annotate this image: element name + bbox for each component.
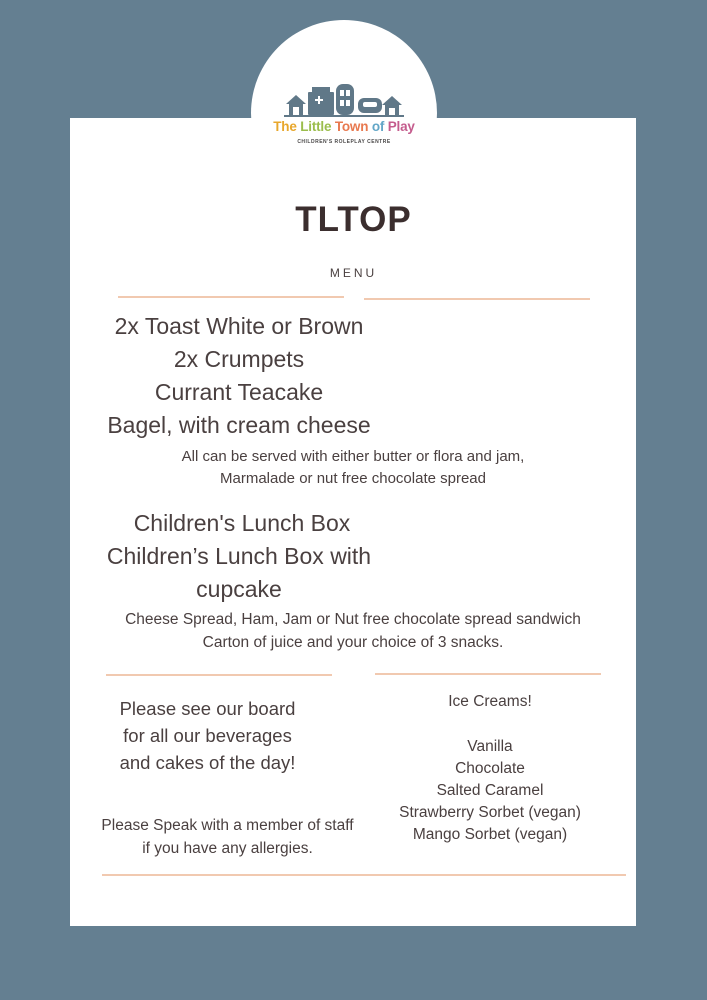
menu-item-toast: 2x Toast White or Brown	[114, 313, 364, 339]
town-buildings-icon	[284, 76, 404, 118]
ice-cream-heading: Ice Creams!	[448, 693, 532, 710]
divider	[118, 296, 344, 298]
divider	[106, 674, 332, 676]
ice-cream-flavour: Mango Sorbet (vegan)	[412, 826, 568, 843]
lunch-note: Carton of juice and your choice of 3 snacks.	[202, 634, 504, 651]
board-note: and cakes of the day!	[119, 752, 296, 773]
divider	[102, 874, 626, 876]
divider	[364, 298, 590, 300]
brand-word: The	[273, 119, 301, 134]
menu-item-lunch-box-cupcake: cupcake	[196, 576, 282, 602]
brand-name	[268, 119, 420, 134]
brand-word: Little	[300, 119, 335, 134]
ice-cream-flavour: Strawberry Sorbet (vegan)	[399, 804, 581, 821]
toast-note: All can be served with either butter or flora and jam,	[181, 448, 525, 465]
board-note: for all our beverages	[123, 725, 292, 746]
menu-item-lunch-box-cupcake: Children’s Lunch Box with	[106, 543, 372, 569]
menu-item-teacake: Currant Teacake	[154, 379, 324, 405]
ice-cream-flavour: Salted Caramel	[436, 782, 544, 799]
menu-item-lunch-box: Children's Lunch Box	[133, 510, 351, 536]
allergy-note: if you have any allergies.	[142, 840, 313, 857]
menu-item-bagel: Bagel, with cream cheese	[107, 412, 371, 438]
divider	[375, 673, 601, 675]
allergy-note: Please Speak with a member of staff	[101, 817, 354, 834]
brand-word: Play	[387, 119, 415, 134]
toast-note: Marmalade or nut free chocolate spread	[220, 470, 486, 487]
page-title: TLTOP	[295, 200, 412, 239]
brand-subtitle: CHILDREN'S ROLEPLAY CENTRE	[297, 139, 391, 145]
menu-label: MENU	[329, 266, 378, 280]
brand-word: Town	[334, 119, 372, 134]
menu-item-crumpets: 2x Crumpets	[173, 346, 305, 372]
brand-word: of	[371, 119, 388, 134]
ice-cream-flavour: Chocolate	[455, 760, 525, 777]
ice-cream-flavour: Vanilla	[467, 738, 513, 755]
board-note: Please see our board	[119, 698, 296, 719]
lunch-note: Cheese Spread, Ham, Jam or Nut free chocolate spread sandwich	[125, 611, 581, 628]
